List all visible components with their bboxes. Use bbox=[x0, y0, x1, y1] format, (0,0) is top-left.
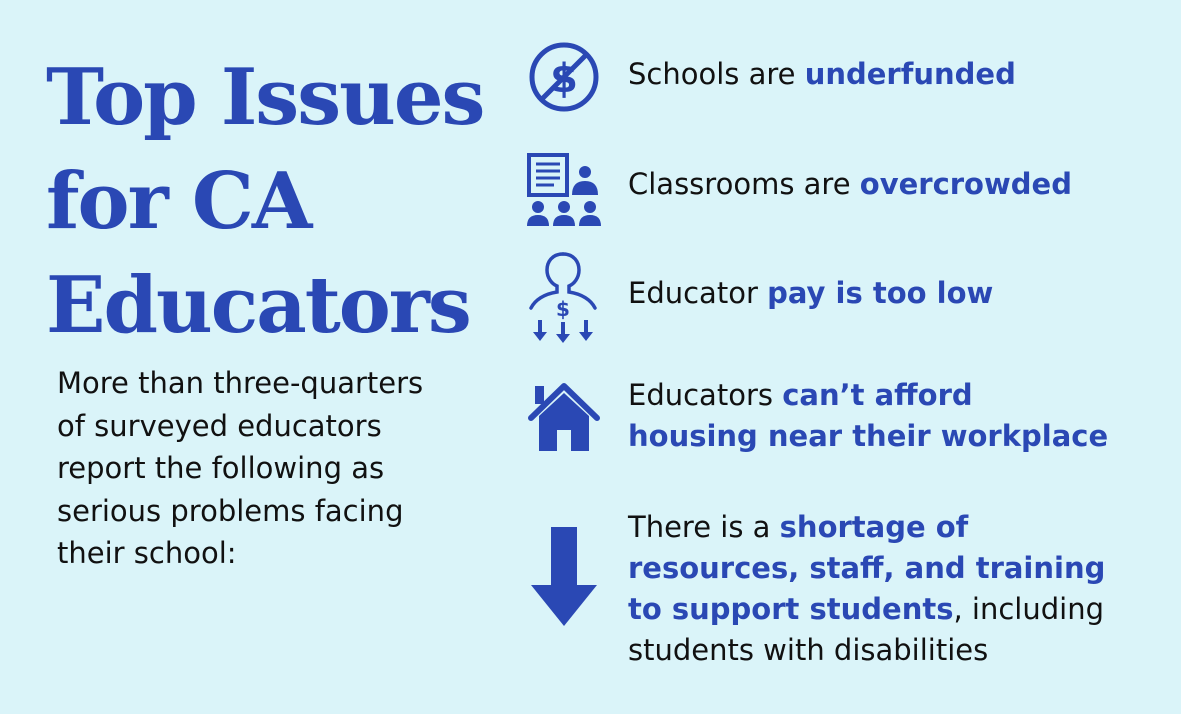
intro-line: their school: bbox=[57, 536, 237, 570]
house-icon bbox=[525, 378, 603, 452]
issue-text-line: housing near their workplace bbox=[628, 419, 1109, 453]
title-line: Top Issues bbox=[46, 52, 484, 143]
page-title bbox=[46, 46, 486, 358]
classroom-icon bbox=[526, 152, 602, 228]
intro-text bbox=[57, 362, 487, 575]
issue-text-line: resources, staff, and training bbox=[628, 551, 1106, 585]
intro-line: report the following as bbox=[57, 451, 385, 485]
svg-text:$: $ bbox=[556, 297, 570, 321]
down-arrow-icon bbox=[529, 527, 599, 627]
pay-decrease-icon bbox=[527, 250, 599, 346]
no-dollar-icon bbox=[527, 40, 601, 114]
issue-text-line: students with disabilities bbox=[628, 633, 989, 667]
issue-text-line: Educators can’t afford bbox=[628, 378, 973, 412]
intro-line: More than three-quarters bbox=[57, 366, 424, 400]
issue-text-line: Educator pay is too low bbox=[628, 276, 994, 310]
issue-text-line: There is a shortage of bbox=[628, 510, 969, 544]
svg-text:$: $ bbox=[550, 56, 578, 102]
title-line: for CA bbox=[46, 156, 311, 247]
intro-line: of surveyed educators bbox=[57, 408, 382, 443]
issue-text-line: Schools are underfunded bbox=[628, 57, 1016, 91]
intro-line: serious problems facing bbox=[57, 493, 404, 528]
title-line: Educators bbox=[46, 260, 470, 351]
issue-text-line: to support students, including bbox=[628, 592, 1104, 626]
issue-text-line: Classrooms are overcrowded bbox=[628, 167, 1072, 201]
